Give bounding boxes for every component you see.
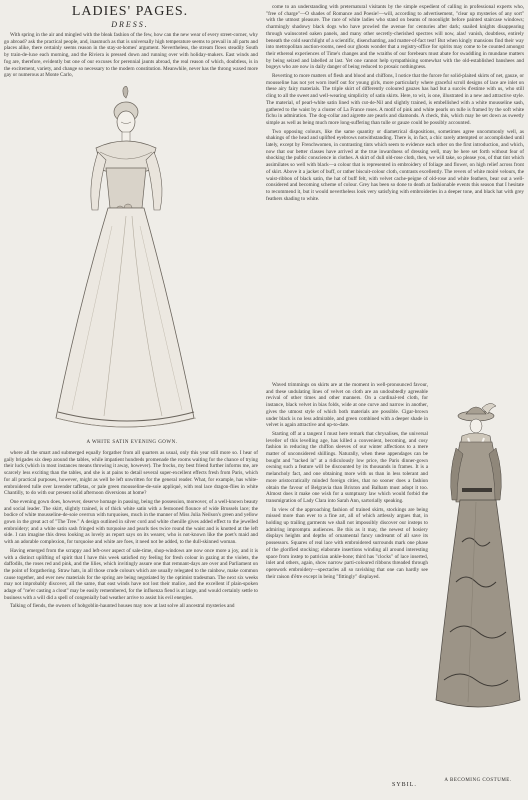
page-header — [0, 4, 260, 30]
evening-gown-illustration — [40, 86, 210, 441]
page-title: LADIES' PAGES. — [71, 4, 189, 19]
left-column-bottom — [4, 450, 258, 796]
paragraph: Having emerged from the scrappy and left-over aspect of sale-time, shop-windows are now once more a joy, and it is with a distinct uplifting of spirit that I have this week satisfied my feeling for fresh colour in gazing at the violets, the daffodils, the roses red and pink, and the lilies, which invitingly assure one that remnant-days are over and Parliament on the point of forgathering. Straw hats, in all those crude colours which are usually relegated to the rainbow, make common cause together, and ever new materials for the spring are being negotiated by the optimist tradesman. The next six weeks may not improbably discover, all the same, that east winds have not lost their malice, and the excellent if plain-spoken adage of "ne'er casting a clout" may be easily remembered, for the influenza fiend is at large, and would certainly settle to business with a will did a spell of congenially bad weather arrive to assist his evil energies. — [4, 547, 258, 601]
paragraph: One evening gown does, however, deserve homage in passing, being the possession, moreover, of a well-known beauty and social leader. The skirt, slightly trained, is of thick white satin with a festooned flounce of wide Brussels lace; the bodice of white mousseline-de-soie overrun with turquoises, much in the manner of Miss Julia Neilson's green and yellow gown in the great act of "The Tree." A design outlined in silver cord and white chenille gives added effect to the jewelled embroidery; and a white satin sash fringed with turquoise and pearls ties twice round the waist and is knotted at the left side. I can imagine this dress looking as lovely as report says on its wearer, who is not-known like the poet's maid and with an adorable complexion, for turquoise and white are foes, it need not be added, to the dull-skinned woman. — [4, 498, 258, 546]
paragraph: Waved trimmings on skirts are at the moment in well-pronounced favour, and these undulating lines of velvet on cloth are an undoubtedly agreeable revival of other times and other manners. On a cardinal-red cloth, for instance, black velvet in bias folds, wide at one curve and narrow in another, gives the utmost style of which both materials are possible. Cigar-brown under black is no less admirable, and green combined with a deeper shade in velvet is again attractive and up-to-date. — [266, 382, 428, 429]
left-figure-caption: A WHITE SATIN EVENING GOWN. — [86, 440, 178, 445]
author-signature: SYBIL. — [392, 782, 417, 788]
paragraph: With spring in the air and mingled with the bleak fashion of the few, how can the new wear of every street-corner, why go abroad? ask the practical people, and, inasmuch as that is universally high temperature seems to prevail in all parts and places alike, there certainly seems reason in the stay-at-homes' argument. Nevertheless, the stream flows steadily South by train-de-luxe each morning, and the Riviera is pressed down and running over with holiday-makers. East winds and fog are, therefore, evidently but one of our excuses for perennial jaunts abroad, the real reason of which, doubtless, is in the excitement, variety, and change so necessary to the modern constitution. Meanwhile, never has the throng waxed more gay or numerous at Monte Carlo, — [4, 32, 258, 79]
becoming-costume-illustration — [432, 402, 524, 722]
paragraph: In view of the approaching fashion of trained skirts, stockings are being missed more than ever to a fine art, all of which artlessly argues that, in holding up trailing garments we shall not impossibly discover our insteps to admiring impromptu audiences. Be this as it may, the newest of hosiery displays heights and depths of ornamental fancy undreamt of all save its possessors. Squares of real lace with embroidered surrounds mark one phase of the glorified stocking; elaborate insertions winding all around interesting space from instep to patrician ankle-bone; third has "clocks" of lace inserted, inlet and others, again, show narrow parti-coloured ribbons threaded through openwork embroidery—spectacles all so ravishing that one can hardly see their raison d'être except in being "fittingly" displayed. — [266, 506, 428, 580]
left-column-top — [4, 32, 258, 86]
paragraph: Starting off at a tangent I must here remark that chrysalises, the universal leveller of this levelling age, has killed a convenient, becoming, and cosy fashion in reducing the chiffon sleeves of our winter affections to a mere matter of unconsidered shillings. Naturally, when these appendages can be bought and "tacked in" at a ridiculously low price, the Paris dinner-gown owning such a feature will be discounted by its thousands in frames. It is a melancholy fact, and one obtaining more with us than in less tolerant and more aristocratically minded foreign cities, that no sooner does a fashion obtain the favour of Belgravia than Brixton and Balham must adopt it too. Almost does it make one wish for a sumptuary law which would forbid the transmigration of Lady Clara into Sarah Ann, sartorially speaking. — [266, 430, 428, 504]
paragraph: Talking of fiends, the owners of hobgoblin-haunted houses may now at last solve all ancestral mysteries and — [10, 603, 235, 610]
right-column-top — [266, 4, 524, 380]
paragraph: come to an understanding with preternatural visitants by the simple expedient of calling in professional experts who, "free of charge"—O shades of Romance and Poesie!—will, according to advertisement, "clear up mysteries of any sort" with the utmost pleasure. The race of white ladies who stand on beams of moonlight before painted staircase windows; charmingly shadowy black dogs who have prowled the avenue for centuries after dark; snailed knights disappearing through wainscoted oaken panels, and many other secretly-cherished spectres will now, alas! vanish, doubtless, entirely beneath the cold searchlight of a scientific, disenchanting, and matter-of-fact test! But when kingly mansions find their way into metropolitan auction-rooms, need our ghosts wonder that a registry-office for spirits may come to be counted amongst their ethereal experiences of Time's changes and the wraiths of our forebears must abate for swaddling in mundane matters by being seized and labelled at last. Yet one cannot help sympathising somewhat with the old-established banshees and bogeys who are now in daily danger of being reduced to prosaic nothingness. — [266, 4, 524, 71]
right-figure-caption: A BECOMING COSTUME. — [444, 778, 512, 783]
paragraph: where all the smart and submerged equally forgather from all quarters as usual, only this year still more so. I hear of gaily brigades six deep around the tables, while impatient hundreds promenade the rooms waiting for the chance of trying their luck (which in most instances means throwing it away, however). The frocks, my best friend further informs me, are scarcely less exciting than the tables, and she is at pains to detail several super-excellent effects fresh from Paris, which for all practical purposes, however, might as well be left unwritten for the general reader. What, for example, has white-embroidered tulle over lavender taffetas, or pale green mousseline-de-soie appliqué, with real lace dragon-flies in white Chantilly, to do with our present solid afternoon diversions at home? — [4, 450, 258, 497]
section-title: DRESS. — [111, 20, 149, 29]
paragraph: Two opposing colours, like the same quantity or diametrical dispositions, sometimes agree uncommonly well, as shakings of the head and uplifted eyebrows notwithstanding. There is, in fact, a chic rarely attempted or accomplished until lately, except by Frenchwomen, in contrasting tints which seem to evidence each other on the first introduction, and which, now that our better classes have arrived at the true inwardness of dressing well, may be here set forth without fear of shocking the public conscience in clothes. A skirt of dull old-rose cloth, then, we will take, so please you, of that tint which assimilates so well with black—a colour that is represented in embroidery of foliage and flower, on high relief across front of skirt. Above it a jacket of buff, or rather biscuit-colour cloth, contrasts excellently. The revers of white moiré velours, the waist-ribbon of black satin, the hat of buff felt, with velvet cache-peigne of old-rose and white feathers, bear out a well-considered and becoming scheme of colour. Grey has been so done to death at fashionable events this season that I hesitate to recommend it, but it would nevertheless look very satisfying with embroideries in a deeper tone, and black hat with grey feathers shading to white. — [266, 128, 524, 202]
right-column-bottom — [266, 382, 428, 780]
paragraph: Reverting to more matters of flesh and blood and chiffons, I notice that the furore for solid-plaited skirts of net, gauze, or mousseline has not yet worn itself out for young girls, more particularly where graceful scroll designs of lace are inlet on these airy fairy materials. The triple skirt of differently coloured gauzes has had but a succès d'estime with us, who still cling to all the sweet and well-wearing simplicity of satin skirts. Here, to wit, is one, illustrated in a new and attractive style. The material, of pearl-white satin lined with cut-de-Nil and slightly trained, is embellished with a white mousseline sash, gathered to the waist by a cluster of La France roses. A motif of pink and white pearls on tulle is framed by the soft white fichu in admiration. The dog-collar and aigrette are pearls and diamonds. A check, this, which may be set down as sweetly simple as well as being much more long-suffering than tulle or gauze could be possibly accounted. — [266, 73, 524, 126]
